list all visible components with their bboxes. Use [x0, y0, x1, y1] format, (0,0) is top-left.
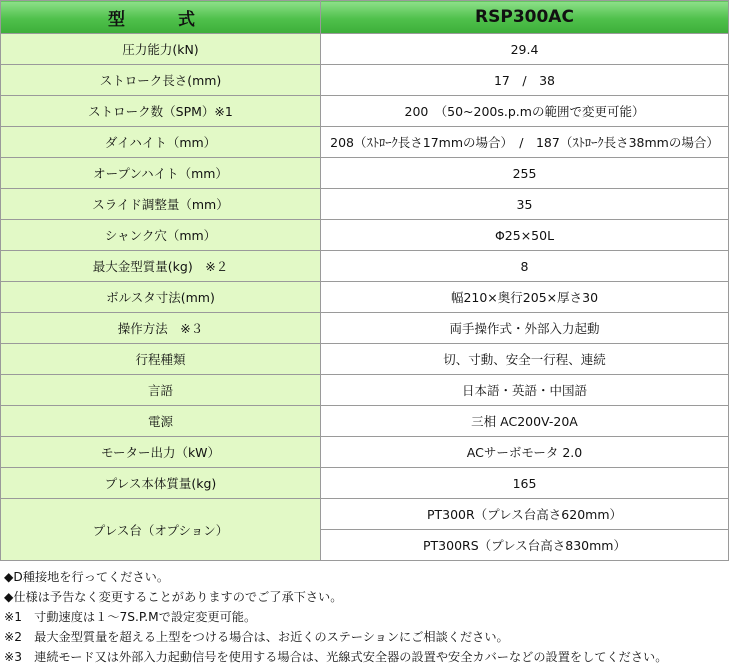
note-line: ※3 連続モード又は外部入力起動信号を使用する場合は、光線式安全器の設置や安全カバーなどの設置をしてください。 [4, 650, 668, 664]
option-label: プレス台（オプション） [1, 499, 321, 561]
table-row [1, 34, 729, 65]
row-label: ストローク数（SPM）※1 [1, 96, 321, 127]
row-value: 165 [321, 468, 729, 499]
row-value: 三相 AC200V-20A [321, 406, 729, 437]
note-line: ◆D種接地を行ってください。 [4, 570, 170, 584]
header-row [1, 1, 729, 34]
row-label: 行程種類 [1, 344, 321, 375]
table-row [1, 282, 729, 313]
row-label: モーター出力（kW） [1, 437, 321, 468]
row-value: 200 （50~200s.p.mの範囲で変更可能） [321, 96, 729, 127]
table-row [1, 375, 729, 406]
table-row-option [1, 499, 729, 530]
row-label: 操作方法 ※３ [1, 313, 321, 344]
table-row [1, 220, 729, 251]
row-value: 切、寸動、安全一行程、連続 [321, 344, 729, 375]
table-row [1, 468, 729, 499]
header-model-label: 型 式 [1, 1, 321, 34]
row-value: 17 / 38 [321, 65, 729, 96]
table-row [1, 96, 729, 127]
row-label: オープンハイト（mm） [1, 158, 321, 189]
row-value: Φ25×50L [321, 220, 729, 251]
table-row [1, 127, 729, 158]
table-row [1, 437, 729, 468]
row-value: 208（ｽﾄﾛｰｸ長さ17mmの場合） / 187（ｽﾄﾛｰｸ長さ38mmの場合） [321, 127, 729, 158]
note-line: ◆仕様は予告なく変更することがありますのでご了承下さい。 [4, 590, 343, 604]
header-model-name: RSP300AC [321, 1, 729, 34]
row-value: 日本語・英語・中国語 [321, 375, 729, 406]
table-row [1, 189, 729, 220]
table-row [1, 344, 729, 375]
row-label: ボルスタ寸法(mm) [1, 282, 321, 313]
row-label: ダイハイト（mm） [1, 127, 321, 158]
row-label: プレス本体質量(kg) [1, 468, 321, 499]
row-label: シャンク穴（mm） [1, 220, 321, 251]
row-label: ストローク長さ(mm) [1, 65, 321, 96]
row-label: 最大金型質量(kg) ※２ [1, 251, 321, 282]
row-value: 35 [321, 189, 729, 220]
table-row [1, 158, 729, 189]
note-line: ※1 寸動速度は１～7S.P.Mで設定変更可能。 [4, 610, 257, 624]
option-value: PT300RS（プレス台高さ830mm） [321, 530, 729, 561]
option-value: PT300R（プレス台高さ620mm） [321, 499, 729, 530]
notes [4, 567, 667, 667]
row-value: 両手操作式・外部入力起動 [321, 313, 729, 344]
table-row [1, 65, 729, 96]
row-value: 255 [321, 158, 729, 189]
table-row [1, 406, 729, 437]
table-row [1, 313, 729, 344]
note-line: ※2 最大金型質量を超える上型をつける場合は、お近くのステーションにご相談ください。 [4, 630, 509, 644]
table-row [1, 251, 729, 282]
row-value: 8 [321, 251, 729, 282]
row-value: 幅210×奥行205×厚さ30 [321, 282, 729, 313]
row-label: 圧力能力(kN) [1, 34, 321, 65]
row-label: 電源 [1, 406, 321, 437]
row-label: スライド調整量（mm） [1, 189, 321, 220]
row-label: 言語 [1, 375, 321, 406]
row-value: ACサーボモータ 2.0 [321, 437, 729, 468]
row-value: 29.4 [321, 34, 729, 65]
